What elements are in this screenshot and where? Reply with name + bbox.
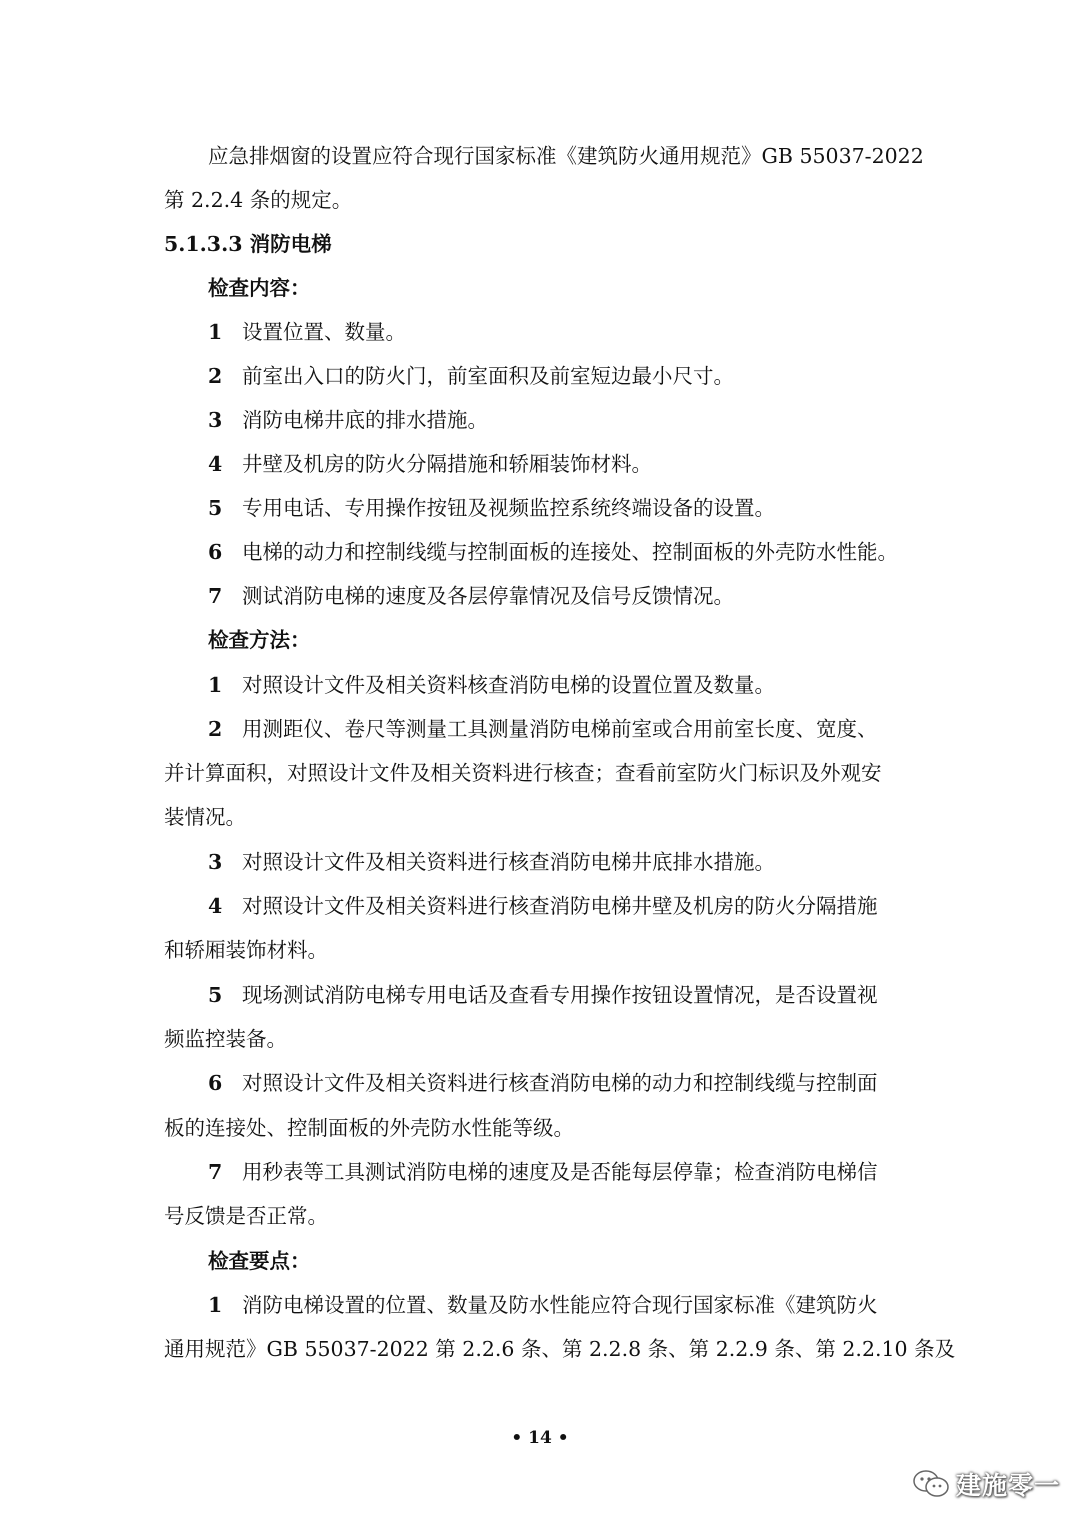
item-text: 对照设计文件及相关资料核查消防电梯的设置位置及数量。 <box>242 673 775 697</box>
item-number: 3 <box>208 850 223 874</box>
method-item <box>208 714 924 744</box>
item-number: 6 <box>208 1071 223 1095</box>
section-title: 5.1.3.3 消防电梯 <box>164 232 332 256</box>
item-text: 电梯的动力和控制线缆与控制面板的连接处、控制面板的外壳防水性能。 <box>242 540 898 564</box>
method-item-continuation: 装情况。 <box>164 805 246 829</box>
item-number: 5 <box>208 983 223 1007</box>
points-item-continuation: 通用规范》GB 55037-2022 第 2.2.6 条、第 2.2.8 条、第 2.2.9 条、第 2.2.10 条及 <box>164 1337 956 1361</box>
method-item <box>208 847 924 877</box>
method-item-continuation: 板的连接处、控制面板的外壳防水性能等级。 <box>164 1116 574 1140</box>
item-text: 消防电梯设置的位置、数量及防水性能应符合现行国家标准《建筑防火 <box>242 1293 878 1317</box>
method-item <box>208 1157 924 1187</box>
item-text: 用测距仪、卷尺等测量工具测量消防电梯前室或合用前室长度、宽度、 <box>242 717 878 741</box>
item-number: 2 <box>208 364 223 388</box>
method-item-continuation: 频监控装备。 <box>164 1027 287 1051</box>
method-item-continuation: 和轿厢装饰材料。 <box>164 938 328 962</box>
item-text: 井壁及机房的防火分隔措施和轿厢装饰材料。 <box>242 452 652 476</box>
method-item <box>208 670 924 700</box>
inspection-method-heading: 检查方法： <box>208 628 311 652</box>
wechat-icon <box>912 1469 950 1499</box>
item-number: 5 <box>208 496 223 520</box>
intro-line-2: 第 2.2.4 条的规定。 <box>164 188 353 212</box>
intro-line-1: 应急排烟窗的设置应符合现行国家标准《建筑防火通用规范》GB 55037-2022 <box>208 144 924 168</box>
item-number: 4 <box>208 452 223 476</box>
watermark-text: 建施零一 <box>955 1471 1060 1500</box>
watermark <box>912 1466 1060 1502</box>
page-number: • 14 • <box>511 1428 569 1448</box>
item-number: 6 <box>208 540 223 564</box>
content-item <box>208 493 924 523</box>
inspection-points-heading: 检查要点： <box>208 1249 311 1273</box>
points-item <box>208 1290 924 1320</box>
item-text: 消防电梯井底的排水措施。 <box>242 408 488 432</box>
item-number: 1 <box>208 1293 223 1317</box>
item-text: 对照设计文件及相关资料进行核查消防电梯的动力和控制线缆与控制面 <box>242 1071 878 1095</box>
item-text: 对照设计文件及相关资料进行核查消防电梯井壁及机房的防火分隔措施 <box>242 894 878 918</box>
method-item <box>208 891 924 921</box>
method-item <box>208 980 924 1010</box>
content-item <box>208 449 924 479</box>
method-item-continuation: 号反馈是否正常。 <box>164 1204 328 1228</box>
item-number: 1 <box>208 673 223 697</box>
item-number: 7 <box>208 584 223 608</box>
method-item-continuation: 并计算面积，对照设计文件及相关资料进行核查；查看前室防火门标识及外观安 <box>164 761 882 785</box>
item-number: 1 <box>208 320 223 344</box>
method-item <box>208 1068 924 1098</box>
content-item <box>208 537 924 567</box>
item-number: 2 <box>208 717 223 741</box>
item-number: 4 <box>208 894 223 918</box>
item-text: 前室出入口的防火门，前室面积及前室短边最小尺寸。 <box>242 364 734 388</box>
content-item <box>208 581 924 611</box>
item-number: 7 <box>208 1160 223 1184</box>
item-text: 测试消防电梯的速度及各层停靠情况及信号反馈情况。 <box>242 584 734 608</box>
item-text: 对照设计文件及相关资料进行核查消防电梯井底排水措施。 <box>242 850 775 874</box>
item-text: 专用电话、专用操作按钮及视频监控系统终端设备的设置。 <box>242 496 775 520</box>
item-number: 3 <box>208 408 223 432</box>
item-text: 现场测试消防电梯专用电话及查看专用操作按钮设置情况，是否设置视 <box>242 983 878 1007</box>
content-item <box>208 405 924 435</box>
item-text: 用秒表等工具测试消防电梯的速度及是否能每层停靠；检查消防电梯信 <box>242 1160 878 1184</box>
inspection-content-heading: 检查内容： <box>208 276 311 300</box>
content-item <box>208 361 924 391</box>
item-text: 设置位置、数量。 <box>242 320 406 344</box>
content-item <box>208 317 924 347</box>
